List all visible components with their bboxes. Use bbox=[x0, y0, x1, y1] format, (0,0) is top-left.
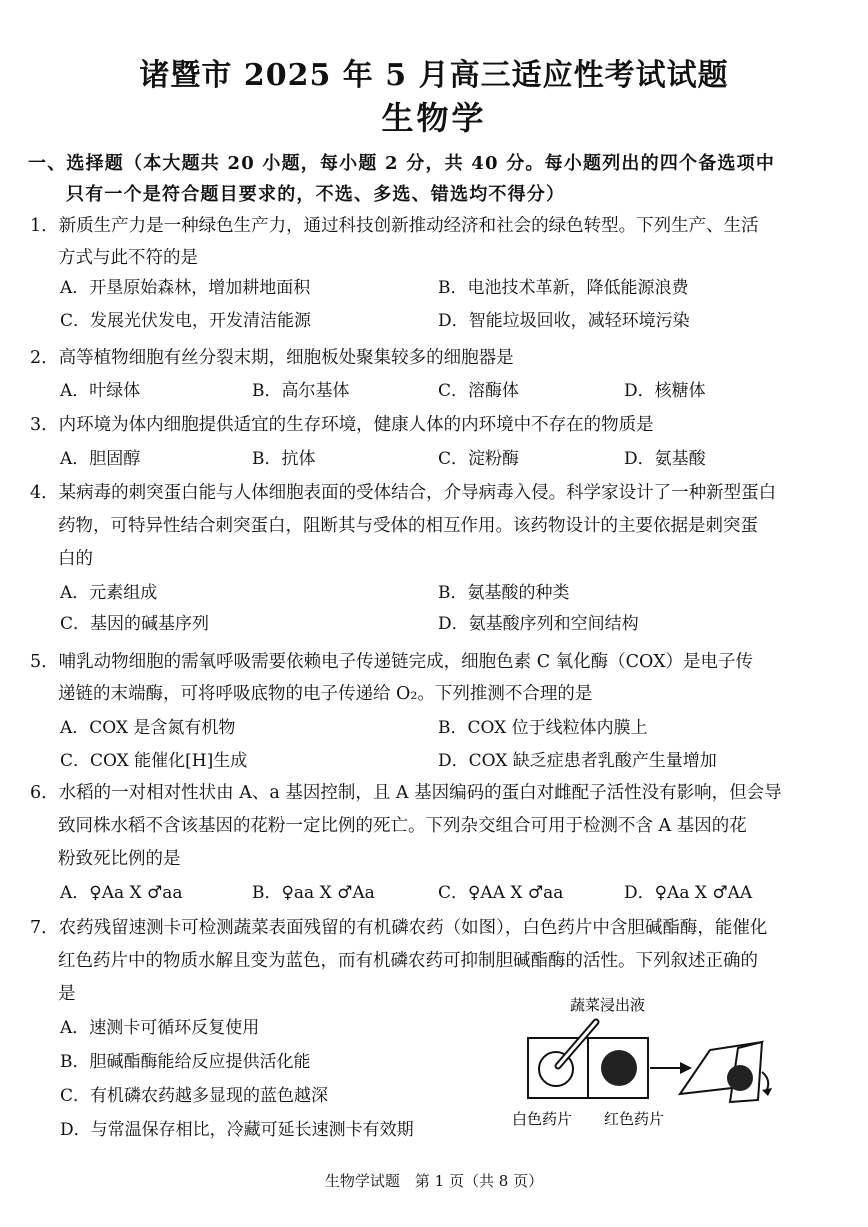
red-tablet bbox=[601, 1050, 637, 1086]
q6-option-d: D．♀Aa X ♂AA bbox=[624, 883, 753, 903]
exam-title: 诸暨市 2025 年 5 月高三适应性考试试题 bbox=[139, 58, 729, 93]
q7-option-b: B．胆碱酯酶能给反应提供活化能 bbox=[60, 1052, 311, 1072]
figure-label-vegetable-extract: 蔬菜浸出液 bbox=[570, 996, 646, 1014]
q5-option-a: A．COX 是含氮有机物 bbox=[60, 718, 236, 738]
arrow-right-icon bbox=[650, 1062, 692, 1074]
q5-option-d: D．COX 缺乏症患者乳酸产生量增加 bbox=[438, 751, 717, 771]
q1-stem-line2: 方式与此不符的是 bbox=[58, 248, 198, 268]
q2-option-c: C．溶酶体 bbox=[438, 381, 520, 401]
folded-card-icon bbox=[680, 1042, 772, 1102]
figure-label-red-tablet: 红色药片 bbox=[604, 1110, 665, 1128]
q7-stem-line3: 是 bbox=[58, 984, 76, 1004]
q1-option-d: D．智能垃圾回收，减轻环境污染 bbox=[438, 311, 690, 331]
q4-stem-line1: 4．某病毒的刺突蛋白能与人体细胞表面的受体结合，介导病毒入侵。科学家设计了一种新型蛋白 bbox=[30, 483, 777, 503]
q6-option-a: A．♀Aa X ♂aa bbox=[60, 883, 183, 903]
q7-option-d: D．与常温保存相比，冷藏可延长速测卡有效期 bbox=[60, 1120, 414, 1140]
q5-stem-line1: 5．哺乳动物细胞的需氧呼吸需要依赖电子传递链完成，细胞色素 C 氧化酶（COX）是电子传 bbox=[30, 652, 754, 672]
q6-stem-line1: 6．水稻的一对相对性状由 A、a 基因控制，且 A 基因编码的蛋白对雌配子活性没有影响，但会导 bbox=[30, 783, 782, 803]
section-heading-cont: 只有一个是符合题目要求的，不选、多选、错选均不得分） bbox=[66, 184, 566, 205]
page-footer: 生物学试题 第 1 页（共 8 页） bbox=[324, 1172, 544, 1190]
q7-figure bbox=[500, 990, 800, 1135]
q3-option-d: D．氨基酸 bbox=[624, 449, 706, 469]
q1-option-a: A．开垦原始森林，增加耕地面积 bbox=[60, 278, 311, 298]
q5-option-b: B．COX 位于线粒体内膜上 bbox=[438, 718, 648, 738]
q4-option-c: C．基因的碱基序列 bbox=[60, 614, 210, 634]
q5-option-c: C．COX 能催化[H]生成 bbox=[60, 751, 248, 771]
dropper-icon bbox=[558, 1022, 596, 1066]
q2-option-a: A．叶绿体 bbox=[60, 381, 141, 401]
q4-stem-line2: 药物，可特异性结合刺突蛋白，阻断其与受体的相互作用。该药物设计的主要依据是刺突蛋 bbox=[58, 516, 758, 536]
q4-option-a: A．元素组成 bbox=[60, 583, 158, 603]
q1-stem-line1: 1．新质生产力是一种绿色生产力，通过科技创新推动经济和社会的绿色转型。下列生产、生活 bbox=[30, 216, 759, 236]
q7-stem-line2: 红色药片中的物质水解且变为蓝色，而有机磷农药可抑制胆碱酯酶的活性。下列叙述正确的 bbox=[58, 951, 758, 971]
q7-stem-line1: 7．农药残留速测卡可检测蔬菜表面残留的有机磷农药（如图），白色药片中含胆碱酯酶，能催化 bbox=[30, 918, 768, 938]
q4-option-d: D．氨基酸序列和空间结构 bbox=[438, 614, 639, 634]
q2-stem: 2．高等植物细胞有丝分裂末期，细胞板处聚集较多的细胞器是 bbox=[30, 348, 514, 368]
q6-stem-line2: 致同株水稻不含该基因的花粉一定比例的死亡。下列杂交组合可用于检测不含 A 基因的花 bbox=[58, 816, 747, 836]
q2-option-d: D．核糖体 bbox=[624, 381, 706, 401]
section-heading: 一、选择题（本大题共 20 小题，每小题 2 分，共 40 分。每小题列出的四个备选项中 bbox=[28, 153, 776, 174]
q7-option-a: A．速测卡可循环反复使用 bbox=[60, 1018, 260, 1038]
q6-option-c: C．♀AA X ♂aa bbox=[438, 883, 564, 903]
q3-stem: 3．内环境为体内细胞提供适宜的生存环境，健康人体的内环境中不存在的物质是 bbox=[30, 415, 654, 435]
q6-option-b: B．♀aa X ♂Aa bbox=[252, 883, 375, 903]
q4-stem-line3: 白的 bbox=[58, 549, 93, 569]
q7-option-c: C．有机磷农药越多显现的蓝色越深 bbox=[60, 1086, 329, 1106]
q1-option-c: C．发展光伏发电，开发清洁能源 bbox=[60, 311, 312, 331]
figure-label-white-tablet: 白色药片 bbox=[512, 1110, 573, 1128]
q5-stem-line2: 递链的末端酶，可将呼吸底物的电子传递给 O₂。下列推测不合理的是 bbox=[58, 684, 593, 704]
subject-title: 生物学 bbox=[381, 99, 487, 137]
q3-option-b: B．抗体 bbox=[252, 449, 316, 469]
q3-option-a: A．胆固醇 bbox=[60, 449, 141, 469]
q6-stem-line3: 粉致死比例的是 bbox=[58, 849, 181, 869]
q1-option-b: B．电池技术革新，降低能源浪费 bbox=[438, 278, 689, 298]
q4-option-b: B．氨基酸的种类 bbox=[438, 583, 570, 603]
q2-option-b: B．高尔基体 bbox=[252, 381, 350, 401]
q3-option-c: C．淀粉酶 bbox=[438, 449, 520, 469]
